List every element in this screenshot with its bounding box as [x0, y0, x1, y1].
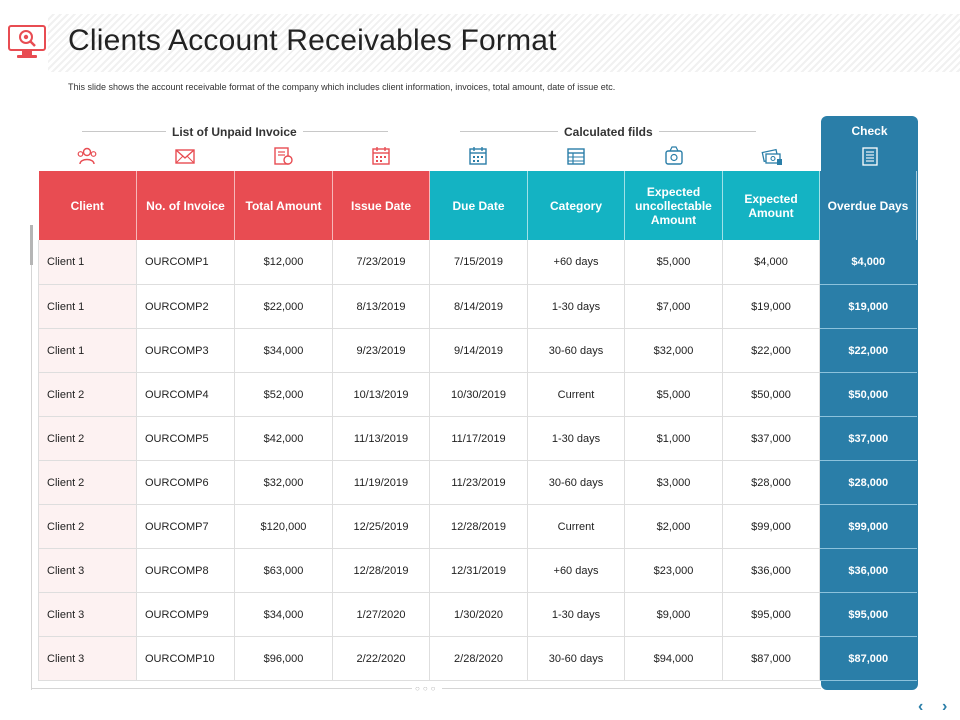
- header-overdue-days: Overdue Days: [820, 171, 917, 240]
- total-amount-cell: $63,000: [235, 549, 333, 593]
- client-cell: Client 3: [39, 549, 137, 593]
- issue-date-cell: 12/25/2019: [333, 505, 430, 549]
- expected-amount-cell: $87,000: [723, 637, 820, 681]
- table-row: [39, 329, 917, 373]
- expected-amount-cell: $95,000: [723, 593, 820, 637]
- invoice-cell: OURCOMP2: [137, 285, 235, 329]
- users-icon: [76, 145, 98, 167]
- category-cell: 1-30 days: [528, 593, 625, 637]
- overdue-days-cell: $50,000: [820, 373, 917, 417]
- receivables-table-wrap: [38, 171, 917, 681]
- issue-date-cell: 11/13/2019: [333, 417, 430, 461]
- uncollectable-amount-cell: $1,000: [625, 417, 723, 461]
- total-amount-cell: $42,000: [235, 417, 333, 461]
- invoice-cell: OURCOMP4: [137, 373, 235, 417]
- total-amount-cell: $96,000: [235, 637, 333, 681]
- client-cell: Client 1: [39, 329, 137, 373]
- total-amount-cell: $34,000: [235, 329, 333, 373]
- envelope-icon: [174, 145, 196, 167]
- receivables-table: [38, 171, 917, 681]
- total-amount-cell: $34,000: [235, 593, 333, 637]
- scroll-marker: [30, 225, 33, 265]
- total-amount-cell: $12,000: [235, 240, 333, 285]
- invoice-cell: OURCOMP3: [137, 329, 235, 373]
- page-title: Clients Account Receivables Format: [68, 24, 557, 57]
- prev-slide-button[interactable]: ‹: [918, 698, 924, 715]
- category-table-icon: [565, 145, 587, 167]
- expected-amount-cell: $4,000: [723, 240, 820, 285]
- issue-date-cell: 11/19/2019: [333, 461, 430, 505]
- issue-date-cell: 1/27/2020: [333, 593, 430, 637]
- calendar-icon: [370, 145, 392, 167]
- uncollectable-amount-cell: $94,000: [625, 637, 723, 681]
- client-cell: Client 1: [39, 240, 137, 285]
- total-amount-cell: $22,000: [235, 285, 333, 329]
- category-cell: +60 days: [528, 549, 625, 593]
- table-row: [39, 373, 917, 417]
- table-row: [39, 637, 917, 681]
- category-cell: 1-30 days: [528, 285, 625, 329]
- client-cell: Client 2: [39, 461, 137, 505]
- pagination-dots: ○○○: [412, 684, 442, 693]
- monitor-search-icon: [6, 22, 48, 62]
- due-date-cell: 1/30/2020: [430, 593, 528, 637]
- header-expected-uncollectable: Expected uncollectable Amount: [625, 171, 723, 240]
- client-cell: Client 3: [39, 637, 137, 681]
- overdue-days-cell: $28,000: [820, 461, 917, 505]
- category-cell: 30-60 days: [528, 461, 625, 505]
- uncollectable-amount-cell: $2,000: [625, 505, 723, 549]
- client-cell: Client 2: [39, 505, 137, 549]
- page-subtitle: This slide shows the account receivable format of the company which includes client information, invoices, total amount, date of issue etc.: [68, 82, 616, 92]
- due-date-cell: 8/14/2019: [430, 285, 528, 329]
- table-row: [39, 285, 917, 329]
- category-cell: 30-60 days: [528, 637, 625, 681]
- due-date-cell: 7/15/2019: [430, 240, 528, 285]
- issue-date-cell: 10/13/2019: [333, 373, 430, 417]
- uncollectable-amount-cell: $7,000: [625, 285, 723, 329]
- due-date-cell: 11/17/2019: [430, 417, 528, 461]
- issue-date-cell: 12/28/2019: [333, 549, 430, 593]
- overdue-days-cell: $87,000: [820, 637, 917, 681]
- invoice-cell: OURCOMP8: [137, 549, 235, 593]
- invoice-cell: OURCOMP6: [137, 461, 235, 505]
- check-group-label: Check: [851, 124, 888, 138]
- header-due-date: Due Date: [430, 171, 528, 240]
- due-date-cell: 10/30/2019: [430, 373, 528, 417]
- expected-amount-cell: $99,000: [723, 505, 820, 549]
- invoice-cell: OURCOMP7: [137, 505, 235, 549]
- issue-date-cell: 7/23/2019: [333, 240, 430, 285]
- table-row: [39, 240, 917, 285]
- total-amount-cell: $120,000: [235, 505, 333, 549]
- document-coins-icon: [272, 145, 294, 167]
- unpaid-group-label: List of Unpaid Invoice: [166, 125, 303, 139]
- client-cell: Client 2: [39, 417, 137, 461]
- expected-amount-cell: $22,000: [723, 329, 820, 373]
- uncollectable-amount-cell: $32,000: [625, 329, 723, 373]
- header-client: Client: [39, 171, 137, 240]
- invoice-cell: OURCOMP10: [137, 637, 235, 681]
- overdue-days-cell: $99,000: [820, 505, 917, 549]
- table-header-row: [39, 171, 917, 240]
- total-amount-cell: $52,000: [235, 373, 333, 417]
- table-row: [39, 417, 917, 461]
- checklist-icon: [859, 145, 881, 167]
- issue-date-cell: 2/22/2020: [333, 637, 430, 681]
- due-date-cell: 11/23/2019: [430, 461, 528, 505]
- category-cell: +60 days: [528, 240, 625, 285]
- cash-icon: [761, 145, 783, 167]
- category-cell: 1-30 days: [528, 417, 625, 461]
- table-row: [39, 549, 917, 593]
- table-row: [39, 505, 917, 549]
- client-cell: Client 3: [39, 593, 137, 637]
- overdue-days-cell: $37,000: [820, 417, 917, 461]
- due-date-cell: 2/28/2020: [430, 637, 528, 681]
- overdue-days-cell: $22,000: [820, 329, 917, 373]
- client-cell: Client 2: [39, 373, 137, 417]
- total-amount-cell: $32,000: [235, 461, 333, 505]
- table-frame-left: [31, 225, 32, 690]
- header-expected-amount: Expected Amount: [723, 171, 820, 240]
- uncollectable-amount-cell: $23,000: [625, 549, 723, 593]
- table-row: [39, 593, 917, 637]
- client-cell: Client 1: [39, 285, 137, 329]
- due-calendar-icon: [467, 145, 489, 167]
- overdue-days-cell: $36,000: [820, 549, 917, 593]
- expected-amount-cell: $50,000: [723, 373, 820, 417]
- header-category: Category: [528, 171, 625, 240]
- issue-date-cell: 8/13/2019: [333, 285, 430, 329]
- table-row: [39, 461, 917, 505]
- expected-amount-cell: $36,000: [723, 549, 820, 593]
- calculated-group-label: Calculated filds: [558, 125, 659, 139]
- uncollectable-amount-cell: $9,000: [625, 593, 723, 637]
- overdue-days-cell: $19,000: [820, 285, 917, 329]
- overdue-days-cell: $4,000: [820, 240, 917, 285]
- overdue-days-cell: $95,000: [820, 593, 917, 637]
- header-total-amount: Total Amount: [235, 171, 333, 240]
- expected-amount-cell: $28,000: [723, 461, 820, 505]
- header-issue-date: Issue Date: [333, 171, 430, 240]
- uncollectable-amount-cell: $5,000: [625, 240, 723, 285]
- header-invoice-no: No. of Invoice: [137, 171, 235, 240]
- invoice-cell: OURCOMP1: [137, 240, 235, 285]
- issue-date-cell: 9/23/2019: [333, 329, 430, 373]
- expected-amount-cell: $37,000: [723, 417, 820, 461]
- due-date-cell: 12/31/2019: [430, 549, 528, 593]
- invoice-cell: OURCOMP9: [137, 593, 235, 637]
- expected-amount-cell: $19,000: [723, 285, 820, 329]
- uncollectable-amount-cell: $5,000: [625, 373, 723, 417]
- category-cell: 30-60 days: [528, 329, 625, 373]
- due-date-cell: 12/28/2019: [430, 505, 528, 549]
- category-cell: Current: [528, 505, 625, 549]
- next-slide-button[interactable]: ›: [942, 698, 948, 715]
- due-date-cell: 9/14/2019: [430, 329, 528, 373]
- uncollectable-amount-cell: $3,000: [625, 461, 723, 505]
- category-cell: Current: [528, 373, 625, 417]
- invoice-cell: OURCOMP5: [137, 417, 235, 461]
- moneybag-icon: [663, 145, 685, 167]
